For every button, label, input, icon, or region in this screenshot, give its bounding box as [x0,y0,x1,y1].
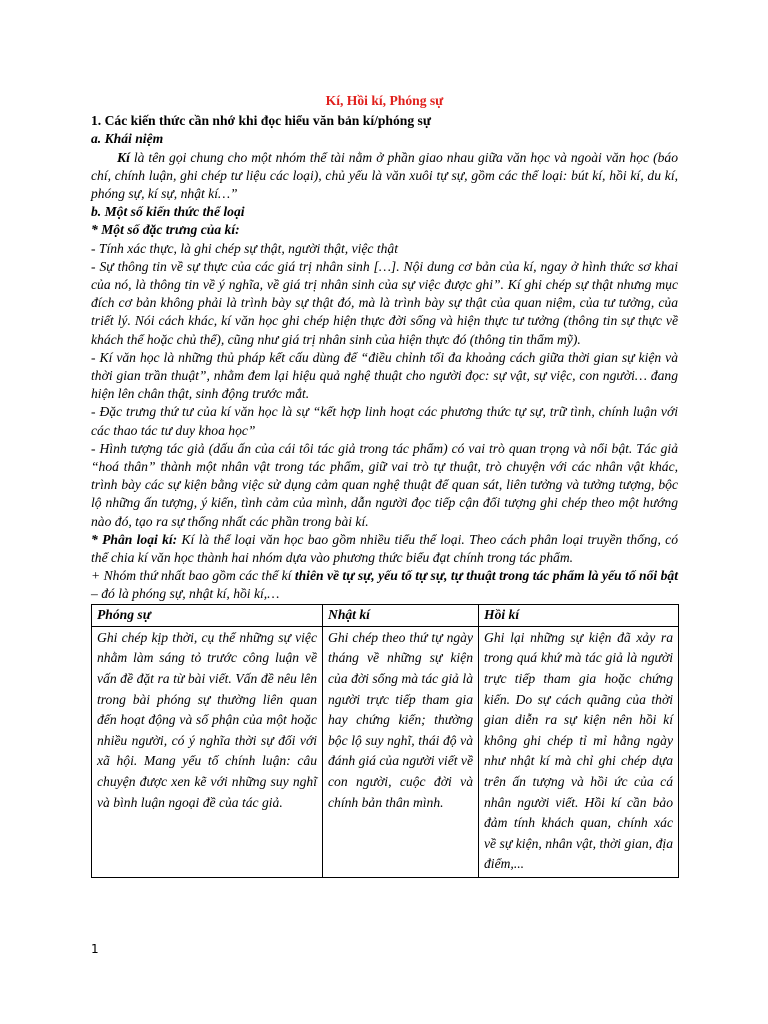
section-heading: 1. Các kiến thức cần nhớ khi đọc hiểu văn bản kí/phóng sự [91,113,431,129]
subheading-b: b. Một số kiến thức thể loại [91,204,245,220]
classification-text: Kí là thể loại văn học bao gồm nhiều tiểu thể loại. Theo cách phân loại truyền thống, có thể chia kí văn học thành hai nhóm dựa vào phương thức biểu đạt chính trong tác phẩm. [91,531,679,566]
feature-item: - Đặc trưng thứ tư của kí văn học là sự “kết hợp linh hoạt các phương thức tự sự, trữ tình, chính luận với các thao tác tư duy khoa học” [91,404,678,438]
table-row [92,626,679,877]
table-cell: Ghi lại những sự kiện đã xảy ra trong quá khứ mà tác giả là người trực tiếp tham gia hoặc chứng kiến. Do sự cách quãng của thời gian diễn ra sự kiện nên hồi kí không ghi chép tỉ mỉ hằng ngày như nhật kí mà chỉ ghi chép dựa trên ấn tượng và hồi ức của cá nhân người viết. Hồi kí cần bảo đảm tính khách quan, chính xác về sự kiện, nhân vật, thời gian, địa điểm,... [479,626,679,877]
definition-term: Kí [117,149,130,165]
group1-emphasis: thiên về tự sự, yếu tố tự sự, tự thuật trong tác phẩm là yếu tố nổi bật [294,568,679,584]
genre-comparison-table [91,604,679,878]
table-header-row [92,604,679,626]
feature-item: - Sự thông tin về sự thực của các giá trị nhân sinh […]. Nội dung cơ bản của kí, ngay ở hình thức sơ khai của nó, là thông tin về ý nghĩa, về giá trị nhân sinh của sự việc được ghi”. Kí ghi chép sự thật nhưng mục đích cơ bản không phải là trình bày sự thật đó, mà là trình bày sự thật của quan niệm, của tư tưởng, của triết lý. Nói cách khác, kí văn học ghi chép hiện thực đời sống và hiện thực tư tưởng (thông tin sự thực về khách thể hoặc chủ thể), cũng như giá trị nhân sinh của hiện thực đó (thông tin thẩm mỹ). [91,258,678,347]
classification-paragraph [91,531,678,567]
features-heading: * Một số đặc trưng của kí: [91,222,240,238]
table-header-cell: Hồi kí [479,604,679,626]
feature-item: - Kí văn học là những thủ pháp kết cấu dùng để “điều chỉnh tối đa khoảng cách giữa thời gian sự kiện và thời gian trần thuật”, nhằm đem lại hiệu quả nghệ thuật cho người đọc: sự vật, sự việc, con người… đang hiện lên chân thật, sinh động trước mắt. [91,349,678,402]
subheading-a: a. Khái niệm [91,131,164,147]
table-cell: Ghi chép kịp thời, cụ thể những sự việc nhằm làm sáng tỏ trước công luận về vấn đề đặt ra từ bài viết. Vấn đề nêu lên trong bài phóng sự thường liên quan đến hoạt động và số phận của một hoặc nhiều người, có ý nghĩa thời sự đối với xã hội. Mang yếu tố chính luận: câu chuyện được xen kẽ với những suy nghĩ và bình luận ngoại đề của tác giả. [92,626,323,877]
classification-heading: * Phân loại kí: [91,531,178,547]
table-cell: Ghi chép theo thứ tự ngày tháng về những sự kiện của đời sống mà tác giả là người trực tiếp tham gia hay chứng kiến; thường bộc lộ suy nghĩ, thái độ và đánh giá của người viết về con người, cuộc đời và chính bản thân mình. [323,626,479,877]
definition-text: là tên gọi chung cho một nhóm thể tài nằm ở phần giao nhau giữa văn học và ngoài văn học (báo chí, chính luận, ghi chép tư liệu các loại), chủ yếu là văn xuôi tự sự, gồm các thể loại: bút kí, hồi kí, du kí, phóng sự, kí sự, nhật kí…” [91,149,678,202]
table-header-cell: Phóng sự [92,604,323,626]
feature-item: - Hình tượng tác giả (dấu ấn của cái tôi tác giả trong tác phẩm) có vai trò quan trọng và nổi bật. Tác giả “hoá thân” thành một nhân vật trong tác phẩm, giữ vai trò tự thuật, trò chuyện với các nhân vật khác, trình bày các sự kiện bằng việc sử dụng cảm quan nghệ thuật để quan sát, liên tưởng và tưởng tượng, bộc lộ những ấn tượng, ý kiến, tình cảm của mình, dẫn người đọc tiếp cận đối tượng ghi chép theo một hướng nào đó, tạo ra sự thống nhất các phần trong bài kí. [91,440,678,529]
table-header-cell: Nhật kí [323,604,479,626]
group1-paragraph [91,567,678,603]
page-number: 1 [91,942,99,956]
definition-paragraph [91,149,678,204]
document-body [91,92,678,878]
doc-title: Kí, Hồi kí, Phóng sự [325,93,444,108]
group1-end: – đó là phóng sự, nhật kí, hồi kí,… [91,586,280,602]
group1-start: + Nhóm thứ nhất bao gồm các thể kí [91,568,295,584]
feature-item: - Tính xác thực, là ghi chép sự thật, người thật, việc thật [91,240,398,256]
